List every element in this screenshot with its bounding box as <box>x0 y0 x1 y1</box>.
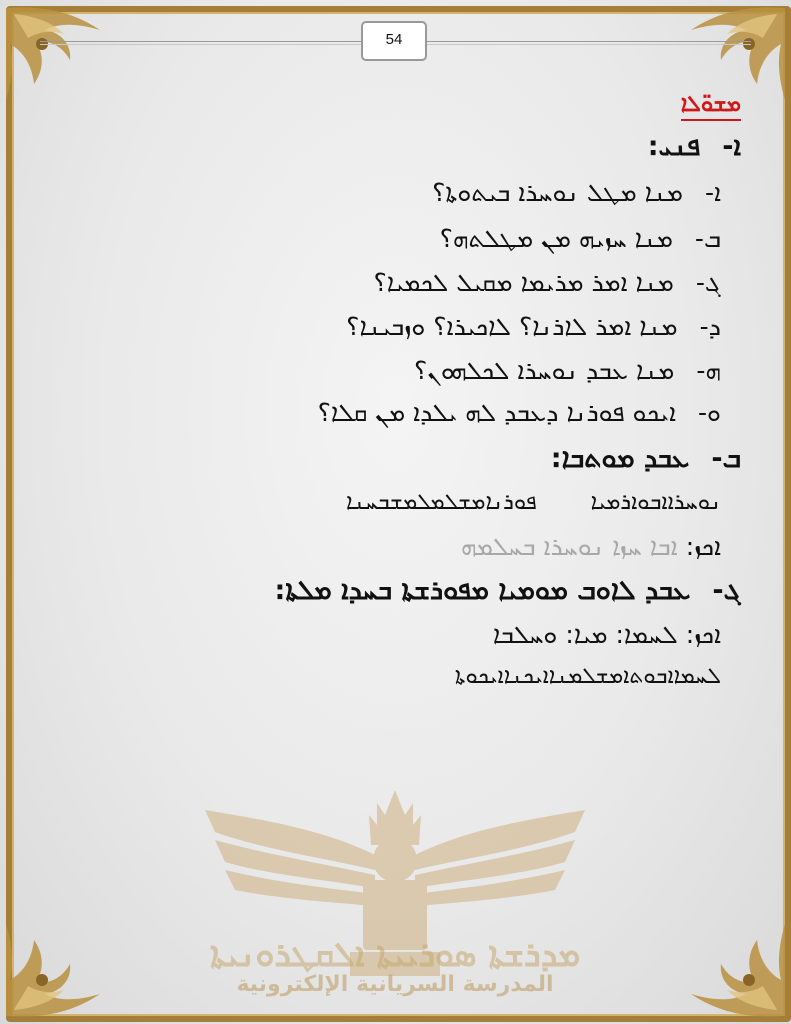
example-label: ܐܟܙ: <box>685 620 721 649</box>
section-title: ܥܒܕ ܡܘܬܒܐ: <box>550 443 690 474</box>
example-line <box>493 620 721 650</box>
question-marker: ܗ- <box>696 356 721 385</box>
word-pair <box>346 488 721 518</box>
example-text: ܐܒܐ ܚܙܐ ܢܘܚܪܐ ܒܚܠܡܗ <box>460 532 678 561</box>
scrambled-word: ܠܚܡܐܐܒܘܬܐܡܫܠܡܢܐܐܝܟܢܐܐܝܟܘܬܐ <box>454 664 721 689</box>
section-title: ܦܢܝ: <box>647 131 701 162</box>
scrambled-word: ܦܘܪܢܐܡܫܠܡܠܡܫܒܚܢܐ <box>345 490 537 515</box>
corner-ornament <box>681 914 791 1024</box>
scrambled-word: ܢܘܚܪܐܐܒܘܐܪܡܝܐ <box>590 490 721 515</box>
watermark-syriac-text: ܡܕܪܫܬܐ ܣܘܪܝܝܬܐ ܐܠܩܛܪܘܢܝܬܐ <box>209 935 581 975</box>
question-text: ܡܢܐ ܡܛܠ ܢܘܚܪܐ ܒܝܬܘܬܐ؟ <box>432 178 683 207</box>
example-line <box>461 532 721 562</box>
section-1-title <box>648 132 741 162</box>
question-text: ܐܝܟܘ ܦܘܪܢܐ ܕܥܒܕ ܠܗ ܝܠܕܐ ܡܢ ܩܠܐ؟ <box>317 398 677 427</box>
question-text: ܡܢܐ ܐܡܪ ܠܐܪܢܐ؟ ܠܐܟܝܪܐ؟ ܘܙܒܝܢܐ؟ <box>346 312 678 341</box>
question-marker: ܕ- <box>699 312 721 341</box>
example-text: ܠܚܡܐ: ܡܝܐ: ܘܚܠܒܐ <box>492 620 678 649</box>
page-number: 54 <box>361 21 427 61</box>
question-text: ܡܢܐ ܚܙܝܗ ܡܢ ܡܛܠܬܗ؟ <box>439 224 673 253</box>
question-text: ܡܢܐ ܥܒܕ ܢܘܚܪܐ ܠܟܠܗܘܢ؟ <box>413 356 675 385</box>
section-3-title <box>275 576 741 606</box>
question-item <box>346 312 721 342</box>
question-marker: ܓ- <box>695 268 721 297</box>
question-item <box>318 398 721 428</box>
question-item <box>414 356 721 386</box>
question-item <box>432 178 721 208</box>
joined-words <box>455 662 721 692</box>
question-marker: ܘ- <box>698 398 721 427</box>
corner-ornament <box>0 0 110 110</box>
section-2-title <box>551 444 741 474</box>
section-marker: ܐ- <box>722 131 741 162</box>
watermark-arabic-text: المدرسة السريانية الإلكترونية <box>236 972 554 997</box>
section-title: ܥܒܕ ܠܐܘܒ ܡܘܡܝܐ ܡܦܘܪܫܬܐ ܒܚܕܐ ܡܠܬܐ: <box>274 575 691 606</box>
section-marker: ܒ- <box>711 443 741 474</box>
question-item <box>373 268 721 298</box>
question-marker: ܒ- <box>694 224 721 253</box>
exercises-heading: ܡܫܘ̈ܠܐ <box>681 92 741 121</box>
example-label: ܐܟܙ: <box>685 532 721 561</box>
question-text: ܡܢܐ ܐܡܪ ܡܪܝܡܐ ܡܩܝܠ ܠܟܡܝܐ؟ <box>373 268 674 297</box>
corner-ornament <box>0 914 110 1024</box>
question-item <box>440 224 721 254</box>
question-marker: ܐ- <box>704 178 721 207</box>
section-marker: ܓ- <box>712 575 741 606</box>
